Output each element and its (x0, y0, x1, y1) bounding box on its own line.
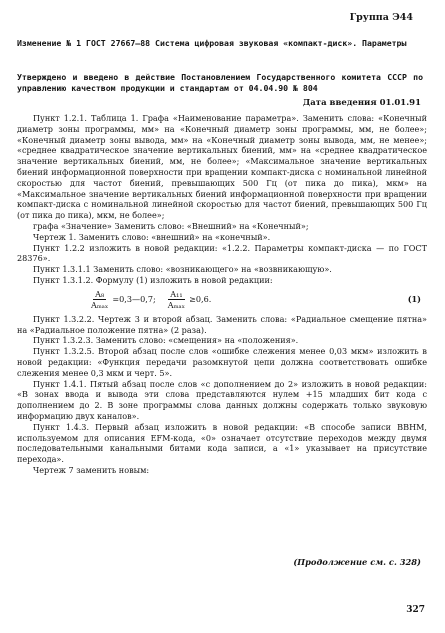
paragraph: Пункт 1.3.2.3. Заменить слово: «смещения» на «положения». (33, 335, 299, 346)
amendment-title: Изменение № 1 ГОСТ 27667—88 Система цифровая звуковая «компакт-диск». Параметры (17, 38, 407, 48)
paragraph: графа «Значение» Заменить слово: «Внешний» на «Конечный»; (33, 220, 309, 231)
formula-relation: ≥0,6. (189, 293, 212, 304)
formula-1 (17, 289, 427, 310)
page-number: 327 (406, 605, 425, 615)
group-code: Группа Э44 (349, 12, 413, 23)
paragraph: Пункт 1.3.2.5. Второй абзац после слов «ошибке слежения менее 0,03 мкм» изложить в новой редакции: «Функция передачи разомкнутой цепи должна соответствовать ошибке слежения менее 0,3 мкм и черт. 5». (17, 346, 427, 378)
fraction-numerator: A₈ (95, 288, 105, 299)
approval-statement: Утверждено и введено в действие Постановлением Государственного комитета СССР по управлению качеством продукции и стандартам от 04.04.90 № 804 (17, 72, 423, 93)
paragraph: Пункт 1.3.2.2. Чертеж 3 и второй абзац. Заменить слова: «Радиальное смещение пятна» на «Радиальное положение пятна» (2 раза). (17, 313, 427, 335)
paragraph: Пункт 1.2.1. Таблица 1. Графа «Наименование параметра». Заменить слова: «Конечный диаметр зоны программы, мм» на «Конечный диаметр зоны программы, мм, не более»; «Конечный диаметр зоны вывода, мм» на «Конечный диаметр зоны вывода, мм, не менее»; «среднее квадратическое значение вертикальных биений, мм» на «среднее квадратическое значение вертикальных биений, мм, не более»; «Максимальное значение вертикальных биений информационной поверхности при вращении компакт-диска с номинальной линейной скоростью для частот биений, превышающих 500 Гц (от пика до пика), мкм» на «Максимальное значение вертикальных биений информационной поверхности при вращении компакт-диска с номинальной линейной скоростью для частот биений, превышающих 500 Гц (от пика до пика), мкм, не более»; (17, 113, 427, 221)
fraction-denominator: Aₘₐₓ (91, 299, 109, 310)
equation-number: (1) (407, 293, 421, 304)
paragraph: Чертеж 7 заменить новым: (33, 464, 150, 475)
body-text (17, 113, 427, 476)
paragraph: Пункт 1.2.2 изложить в новой редакции: «1.2.2. Параметры компакт-диска — по ГОСТ 28376». (17, 242, 427, 264)
continued-note: (Продолжение см. с. 328) (293, 557, 421, 567)
fraction-denominator: Aₘₐₓ (167, 299, 186, 310)
paragraph: Чертеж 1. Заменить слово: «внешний» на «конечный». (33, 231, 271, 242)
fraction-a11 (166, 289, 187, 310)
introduction-date: Дата введения 01.01.91 (302, 98, 421, 108)
formula-relation: =0,3—0,7; (112, 293, 156, 304)
fraction-a8 (89, 289, 110, 310)
fraction-numerator: A₁₁ (170, 288, 183, 299)
formula-expression (87, 289, 211, 310)
paragraph: Пункт 1.3.1.1 Заменить слово: «возникающего» на «возвникающую». (33, 264, 332, 275)
paragraph: Пункт 1.4.3. Первый абзац изложить в новой редакции: «В способе записи ВВНМ, используемом для описания EFM-кода, «0» означает отсутствие переходов между двумя последовательными канальными битами кода записи, а «1» указывает на присутствие перехода». (17, 421, 427, 465)
paragraph: Пункт 1.4.1. Пятый абзац после слов «с дополнением до 2» изложить в новой редакции: «В зонах ввода и вывода эти слова представляются нулем +15 младших бит кода с дополнением до 2. В зоне программы слова данных должны содержать только звуковую информацию двух каналов». (17, 378, 427, 421)
paragraph: Пункт 1.3.1.2. Формулу (1) изложить в новой редакции: (33, 274, 273, 285)
